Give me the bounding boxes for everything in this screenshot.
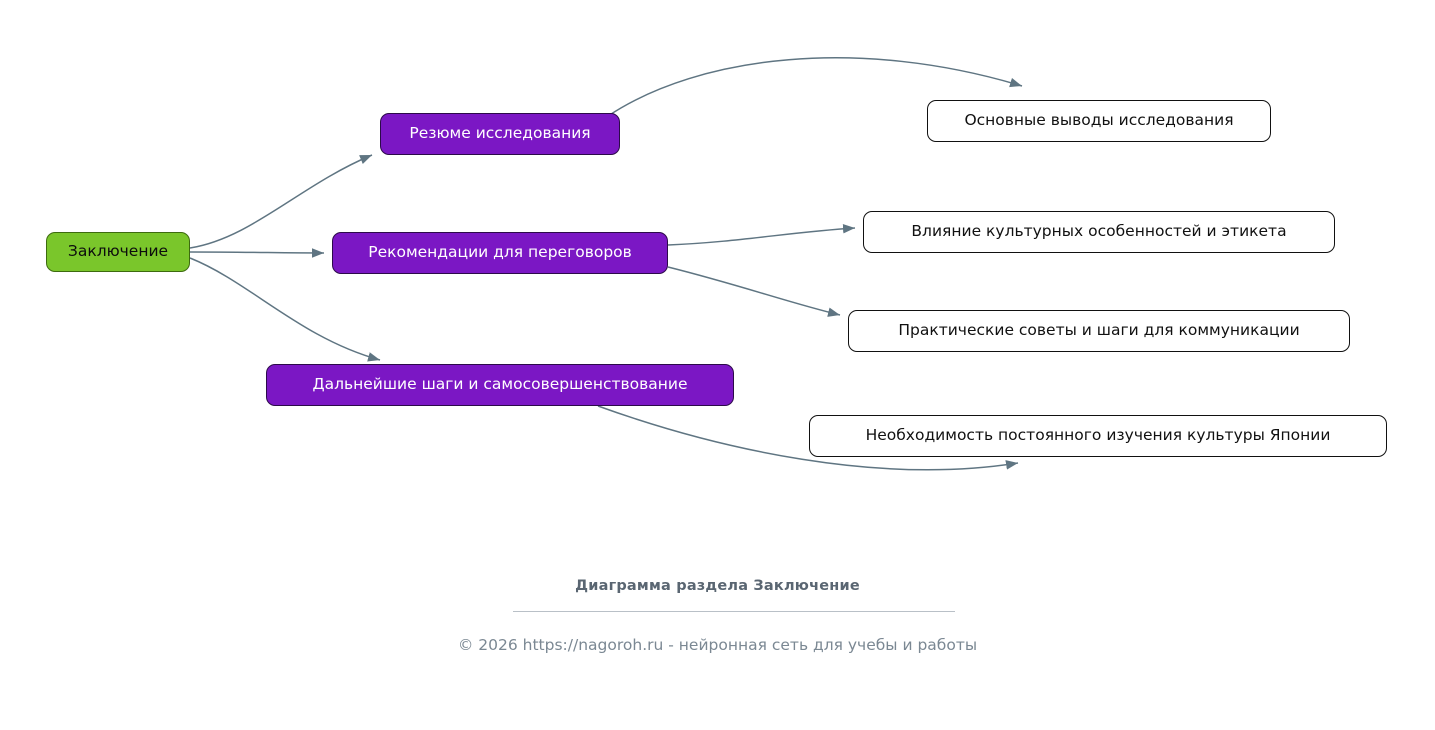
caption-divider: [513, 611, 955, 612]
node-cultural-etiquette[interactable]: [863, 211, 1335, 253]
node-label: Влияние культурных особенностей и этикета: [911, 222, 1287, 241]
node-research-summary[interactable]: [380, 113, 620, 155]
node-next-steps[interactable]: [266, 364, 734, 406]
node-main-findings[interactable]: [927, 100, 1271, 142]
footer-credit: © 2026 https://nagoroh.ru - нейронная сеть для учебы и работы: [457, 636, 978, 654]
edge-root-to-recommendations: [190, 252, 324, 253]
diagram-caption: Диаграмма раздела Заключение: [575, 578, 860, 594]
edge-recommendations-to-practical: [668, 267, 840, 315]
node-label: Практические советы и шаги для коммуникации: [898, 321, 1300, 340]
node-label: Необходимость постоянного изучения культуры Японии: [865, 426, 1331, 445]
node-label: Резюме исследования: [409, 124, 591, 143]
node-conclusion[interactable]: [46, 232, 190, 272]
node-label: Основные выводы исследования: [964, 111, 1234, 130]
node-label: Рекомендации для переговоров: [368, 243, 632, 262]
node-practical-advice[interactable]: [848, 310, 1350, 352]
node-negotiation-recommendations[interactable]: [332, 232, 668, 274]
node-label: Заключение: [67, 242, 169, 261]
node-japan-culture-study[interactable]: [809, 415, 1387, 457]
node-label: Дальнейшие шаги и самосовершенствование: [312, 375, 688, 394]
edge-recommendations-to-culture: [668, 228, 855, 245]
